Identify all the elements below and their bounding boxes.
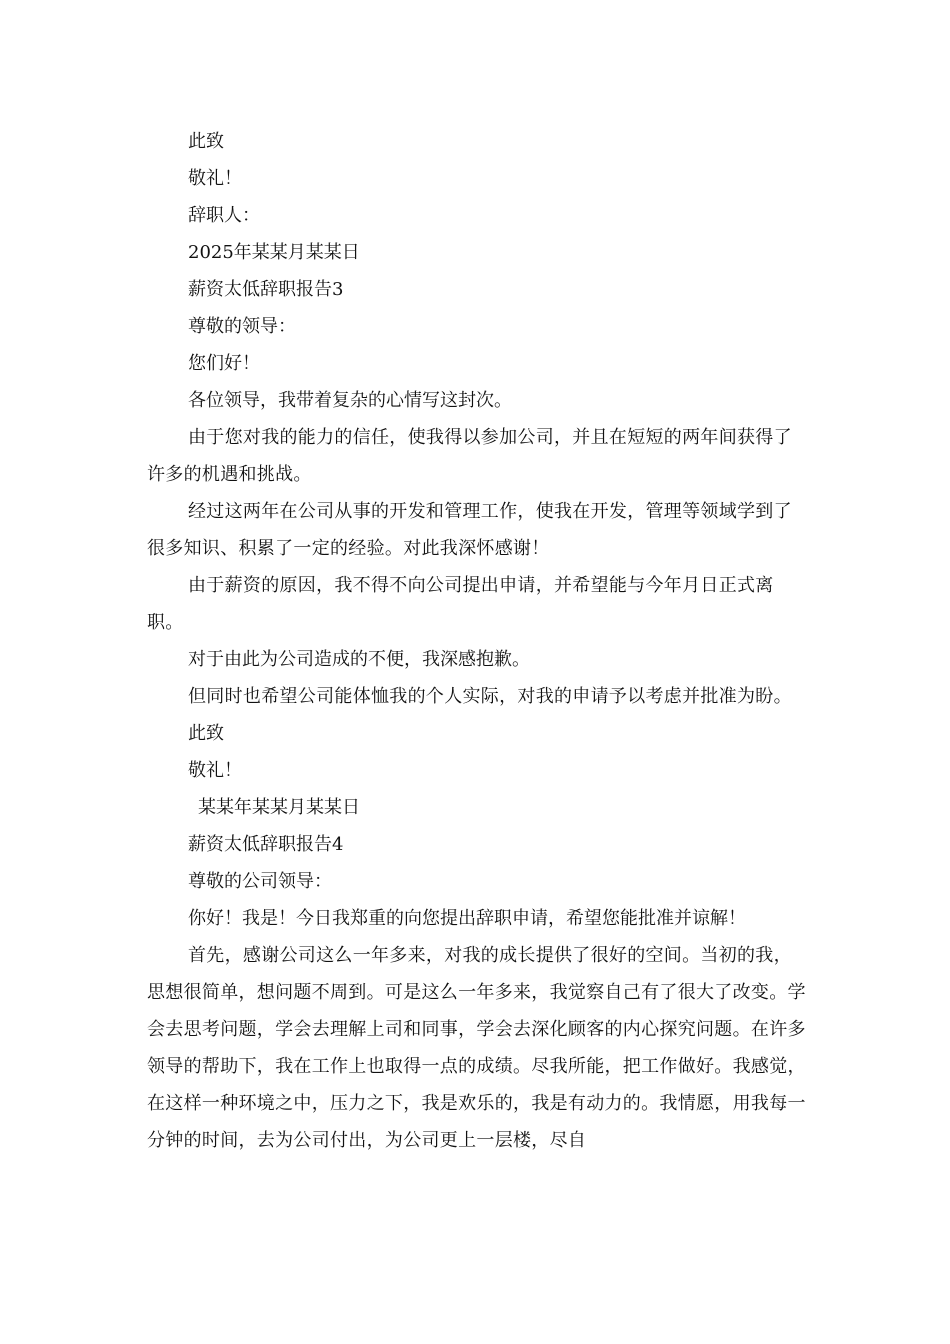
- greeting-line: 尊敬的公司领导：: [188, 871, 332, 892]
- closing-regards: 敬礼！: [188, 168, 242, 189]
- greeting-line: 尊敬的领导：: [188, 316, 296, 337]
- body-paragraph: 由于薪资的原因，我不得不向公司提出申请，并希望能与今年月日正式离职。: [147, 575, 774, 633]
- date-line: 某某年某某月某某日: [198, 797, 360, 818]
- greeting-line: 您们好！: [188, 353, 260, 374]
- closing-salutation: 此致: [188, 723, 224, 744]
- body-paragraph: 首先，感谢公司这么一年多来，对我的成长提供了很好的空间。当初的我，思想很简单，想问题不周到。可是这么一年多来，我觉察自己有了很大了改变。学会去思考问题，学会去理解上司和同事，学会去深化顾客的内心探究问题。在许多领导的帮助下，我在工作上也取得一点的成绩。尽我所能，把工作做好。我感觉，在这样一种环境之中，压力之下，我是欢乐的，我是有动力的。我情愿，用我每一分钟的时间，去为公司付出，为公司更上一层楼，尽自: [147, 945, 806, 1151]
- closing-regards: 敬礼！: [188, 760, 242, 781]
- body-paragraph: 你好！我是！今日我郑重的向您提出辞职申请，希望您能批准并谅解！: [188, 908, 746, 929]
- body-paragraph: 但同时也希望公司能体恤我的个人实际，对我的申请予以考虑并批准为盼。: [188, 686, 792, 707]
- signer-label: 辞职人：: [188, 205, 260, 226]
- section-title: 薪资太低辞职报告3: [188, 279, 344, 300]
- date-line: 2025年某某月某某日: [188, 242, 360, 263]
- body-paragraph: 对于由此为公司造成的不便，我深感抱歉。: [188, 649, 530, 670]
- section-title: 薪资太低辞职报告4: [188, 834, 344, 855]
- body-paragraph: 经过这两年在公司从事的开发和管理工作，使我在开发，管理等领域学到了很多知识、积累了一定的经验。对此我深怀感谢！: [147, 501, 792, 559]
- document-body: [147, 123, 807, 1159]
- closing-salutation: 此致: [188, 131, 224, 152]
- body-paragraph: 各位领导，我带着复杂的心情写这封次。: [188, 390, 512, 411]
- body-paragraph: 由于您对我的能力的信任，使我得以参加公司，并且在短短的两年间获得了许多的机遇和挑战。: [147, 427, 792, 485]
